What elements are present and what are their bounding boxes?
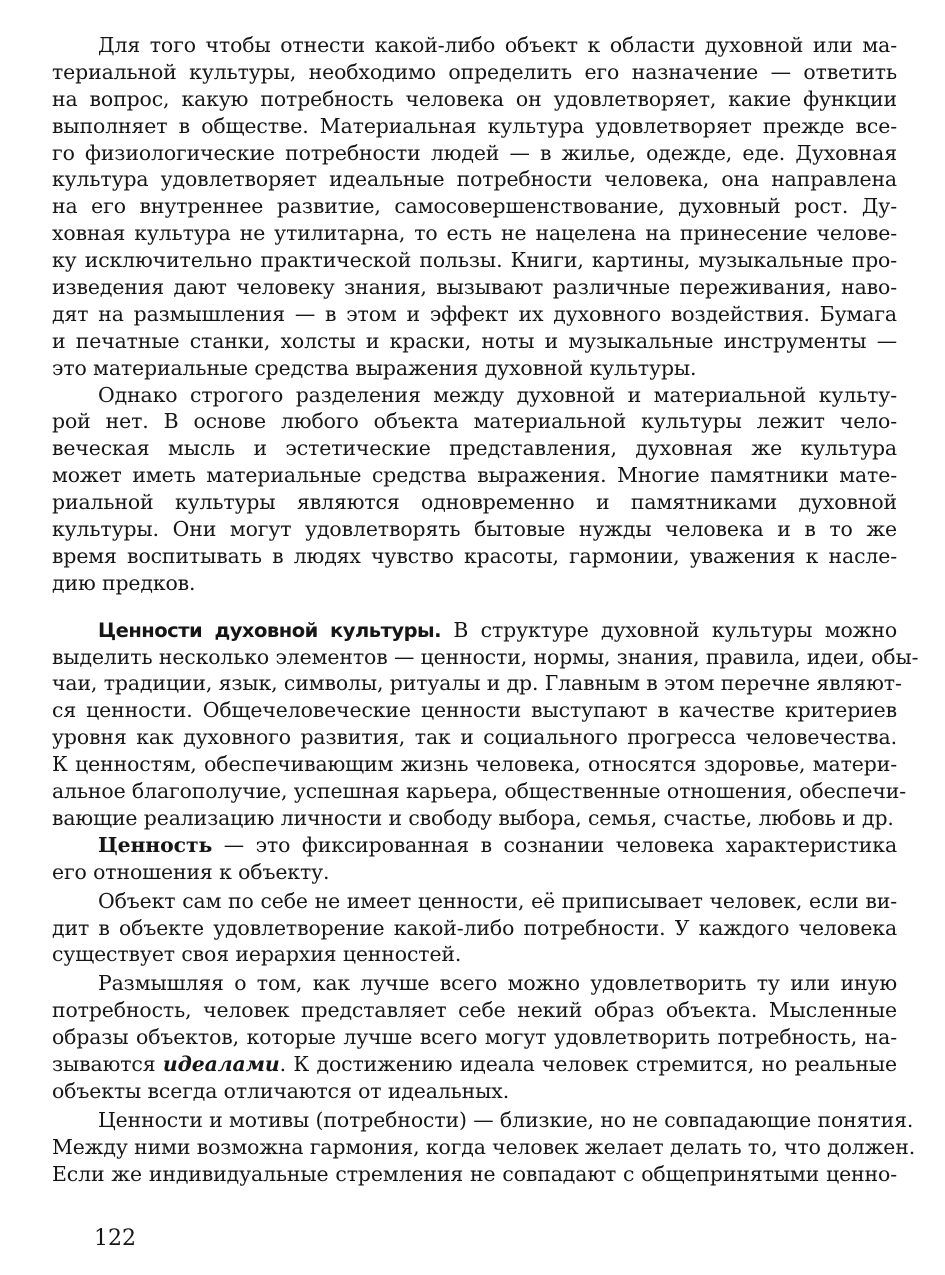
text-line: выделить несколько элементов — ценности, нормы, знания, правила, идеи, обы- <box>52 644 919 669</box>
paragraph-values-motives <box>52 1107 916 1188</box>
page-number: 122 <box>94 1226 136 1251</box>
text-line: Ценности и мотивы (потребности) — близкие, но не совпадающие понятия. <box>98 1107 914 1132</box>
text-line: и печатные станки, холсты и краски, ноты и музыкальные инструменты — <box>52 328 897 353</box>
paragraph-object-value <box>52 888 897 969</box>
paragraph-no-strict-division <box>52 382 897 597</box>
page-text <box>52 32 919 1187</box>
text-line: териальной культуры, необходимо определить его назначение — ответить <box>52 59 897 84</box>
text-line: существует своя иерархия ценностей. <box>52 942 462 967</box>
text-line: культуры. Они могут удовлетворять бытовые нужды человека и в то же <box>52 517 897 542</box>
text-line: выполняет в обществе. Материальная культура удовлетворяет прежде все- <box>52 113 897 138</box>
text-line: на его внутреннее развитие, самосовершенствование, духовный рост. Ду- <box>52 194 897 219</box>
text-line: альное благополучие, успешная карьера, общественные отношения, обеспечи- <box>52 779 907 804</box>
text-line: Объект сам по себе не имеет ценности, её приписывает человек, если ви- <box>98 888 897 913</box>
text-line: уровня как духовного развития, так и социального прогресса человечества. <box>52 725 897 750</box>
definition-text: — это фиксированная в сознании человека характеристика <box>212 832 897 857</box>
text-line: его отношения к объекту. <box>52 859 330 884</box>
text-line: риальной культуры являются одновременно и памятниками духовной <box>52 490 897 515</box>
text-line: Если же индивидуальные стремления не совпадают с общепринятыми ценно- <box>52 1161 897 1186</box>
text-line: Между ними возможна гармония, когда человек желает делать то, что должен. <box>52 1134 916 1159</box>
text-line: го физиологические потребности людей — в жилье, одежде, еде. Духовная <box>52 140 897 165</box>
text-line: дят на размышления — в этом и эффект их духовного воздействия. Бумага <box>52 301 897 326</box>
text-line: дию предков. <box>52 570 196 595</box>
text-line: ку исключительно практической пользы. Книги, картины, музыкальные про- <box>52 248 897 273</box>
text-line: на вопрос, какую потребность человека он удовлетворяет, какие функции <box>52 86 897 111</box>
text-line: Однако строгого разделения между духовной и материальной культу- <box>98 382 897 407</box>
paragraph-value-definition <box>52 832 897 886</box>
text-line: Размышляя о том, как лучше всего можно удовлетворить ту или иную <box>98 971 897 996</box>
text-line: ся ценности. Общечеловеческие ценности выступают в качестве критериев <box>52 698 897 723</box>
text-line: это материальные средства выражения духовной культуры. <box>52 355 697 380</box>
text-line: образы объектов, которые лучше всего могут удовлетворить потребность, на- <box>52 1025 897 1050</box>
text-line: дит в объекте удовлетворение какой-либо потребности. У каждого человека <box>52 915 897 940</box>
paragraph-culture-purpose <box>52 32 897 382</box>
text-line: рой нет. В основе любого объекта материальной культуры лежит чело- <box>52 409 897 434</box>
text-line: время воспитывать в людях чувство красоты, гармонии, уважения к насле- <box>52 543 897 568</box>
text-line: культура удовлетворяет идеальные потребности человека, она направлена <box>52 167 897 192</box>
section-gap <box>52 597 897 617</box>
text-line <box>52 1051 897 1078</box>
heading-continuation: В структуре духовной культуры можно <box>441 617 897 642</box>
text-line: веческая мысль и эстетические представления, духовная же культура <box>52 436 897 461</box>
ideals-post-text: . К достижению идеала человек стремится, но реальные <box>279 1051 898 1076</box>
section-heading: Ценности духовной культуры. <box>98 618 442 642</box>
text-line <box>52 617 897 644</box>
text-line: ховная культура не утилитарна, то есть не нацелена на принесение челове- <box>52 221 897 246</box>
text-line: объекты всегда отличаются от идеальных. <box>52 1078 510 1103</box>
text-line: К ценностям, обеспечивающим жизнь человека, относятся здоровье, матери- <box>52 752 897 777</box>
defined-term: Ценность <box>98 832 213 857</box>
paragraph-values-section <box>52 617 919 832</box>
paragraph-ideals <box>52 970 897 1104</box>
text-line: потребность, человек представляет себе некий образ объекта. Мысленные <box>52 998 897 1023</box>
text-line <box>52 832 897 859</box>
ideals-pre-text: зываются <box>52 1051 163 1076</box>
text-line: может иметь материальные средства выражения. Многие памятники мате- <box>52 463 897 488</box>
text-line: Для того чтобы отнести какой-либо объект к области духовной или ма- <box>98 33 897 57</box>
text-line: изведения дают человеку знания, вызывают различные переживания, наво- <box>52 275 897 300</box>
italic-term-ideals: идеалами <box>162 1051 280 1076</box>
text-line: вающие реализацию личности и свободу выбора, семья, счастье, любовь и др. <box>52 805 894 830</box>
text-line: чаи, традиции, язык, символы, ритуалы и др. Главным в этом перечне являют- <box>52 671 902 696</box>
